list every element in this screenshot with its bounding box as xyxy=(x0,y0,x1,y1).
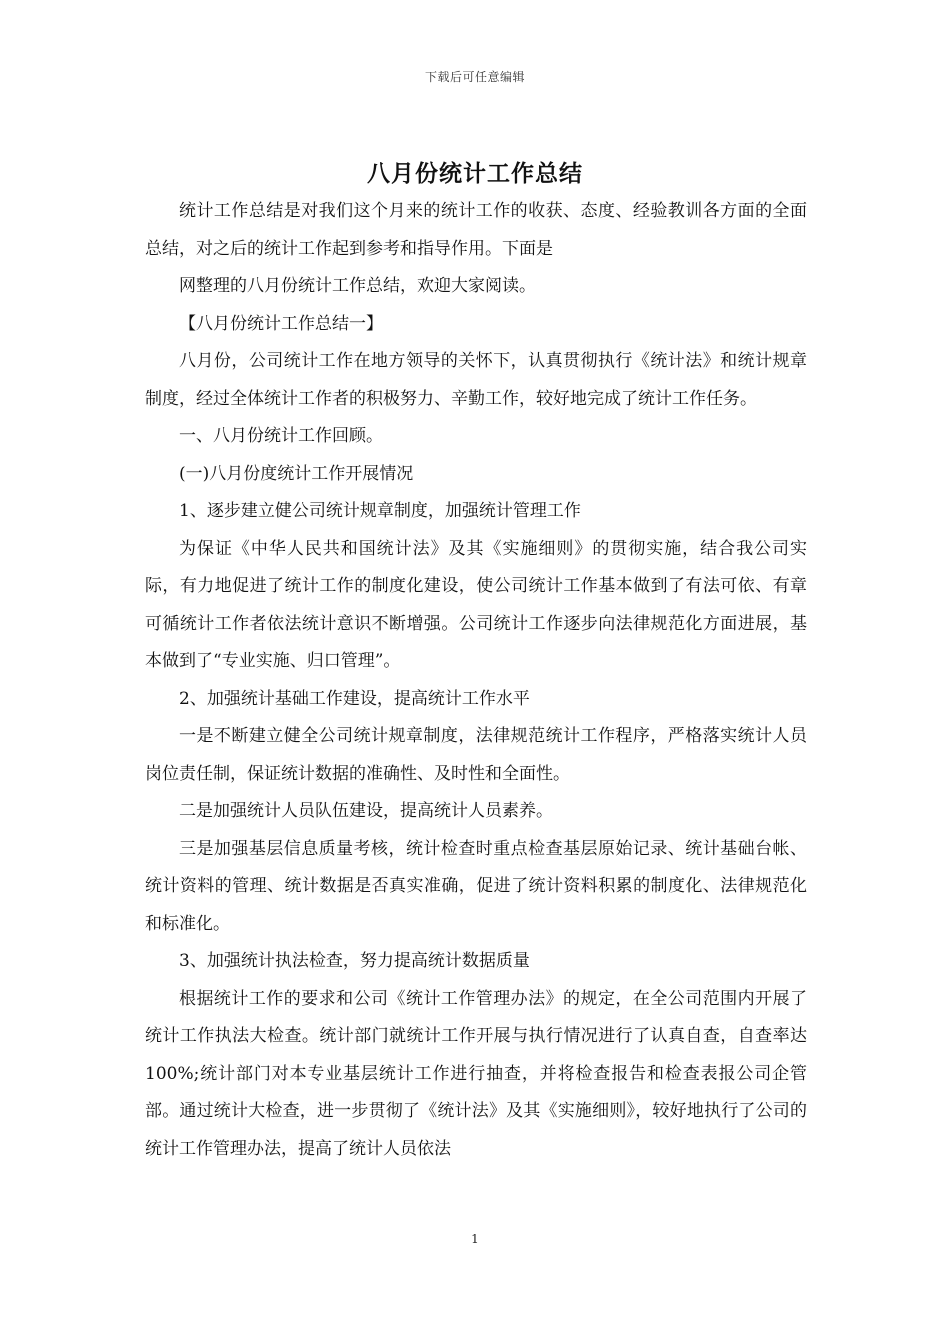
paragraph: 三是加强基层信息质量考核，统计检查时重点检查基层原始记录、统计基础台帐、统计资料的管理、统计数据是否真实准确，促进了统计资料积累的制度化、法律规范化和标准化。 xyxy=(145,838,807,934)
document-title: 八月份统计工作总结 xyxy=(367,160,583,187)
paragraph: 八月份，公司统计工作在地方领导的关怀下，认真贯彻执行《统计法》和统计规章制度，经过全体统计工作者的积极努力、辛勤工作，较好地完成了统计工作任务。 xyxy=(145,351,807,409)
item-heading-3: 3、加强统计执法检查，努力提高统计数据质量 xyxy=(179,951,530,971)
section-heading-review: 一、八月份统计工作回顾。 xyxy=(179,426,383,446)
paragraph: 二是加强统计人员队伍建设，提高统计人员素养。 xyxy=(179,801,553,821)
header-note: 下载后可任意编辑 xyxy=(424,70,525,84)
paragraph-intro: 统计工作总结是对我们这个月来的统计工作的收获、态度、经验教训各方面的全面总结，对之后的统计工作起到参考和指导作用。下面是 xyxy=(145,201,807,259)
item-heading-2: 2、加强统计基础工作建设，提高统计工作水平 xyxy=(179,688,530,709)
subsection-heading: (一)八月份度统计工作开展情况 xyxy=(179,463,414,484)
page-number: 1 xyxy=(471,1232,479,1246)
paragraph-intro-continued: 网整理的八月份统计工作总结，欢迎大家阅读。 xyxy=(179,276,536,296)
paragraph: 为保证《中华人民共和国统计法》及其《实施细则》的贯彻实施，结合我公司实际，有力地促进了统计工作的制度化建设，使公司统计工作基本做到了有法可依、有章可循统计工作者依法统计意识不断增强。公司统计工作逐步向法律规范化方面进展，基本做到了“专业实施、归口管理”。 xyxy=(145,538,807,671)
paragraph: 一是不断建立健全公司统计规章制度，法律规范统计工作程序，严格落实统计人员岗位责任制，保证统计数据的准确性、及时性和全面性。 xyxy=(145,726,807,784)
item-heading-1: 1、逐步建立健公司统计规章制度，加强统计管理工作 xyxy=(179,501,581,521)
section-heading-summary-one: 【八月份统计工作总结一】 xyxy=(179,313,383,334)
paragraph: 根据统计工作的要求和公司《统计工作管理办法》的规定，在全公司范围内开展了统计工作执法大检查。统计部门就统计工作开展与执行情况进行了认真自查，自查率达100%;统计部门对本专业基层统计工作进行抽查，并将检查报告和检查表报公司企管部。通过统计大检查，进一步贯彻了《统计法》及其《实施细则》，较好地执行了公司的统计工作管理办法，提高了统计人员依法 xyxy=(145,988,807,1159)
document-body xyxy=(145,193,807,1168)
